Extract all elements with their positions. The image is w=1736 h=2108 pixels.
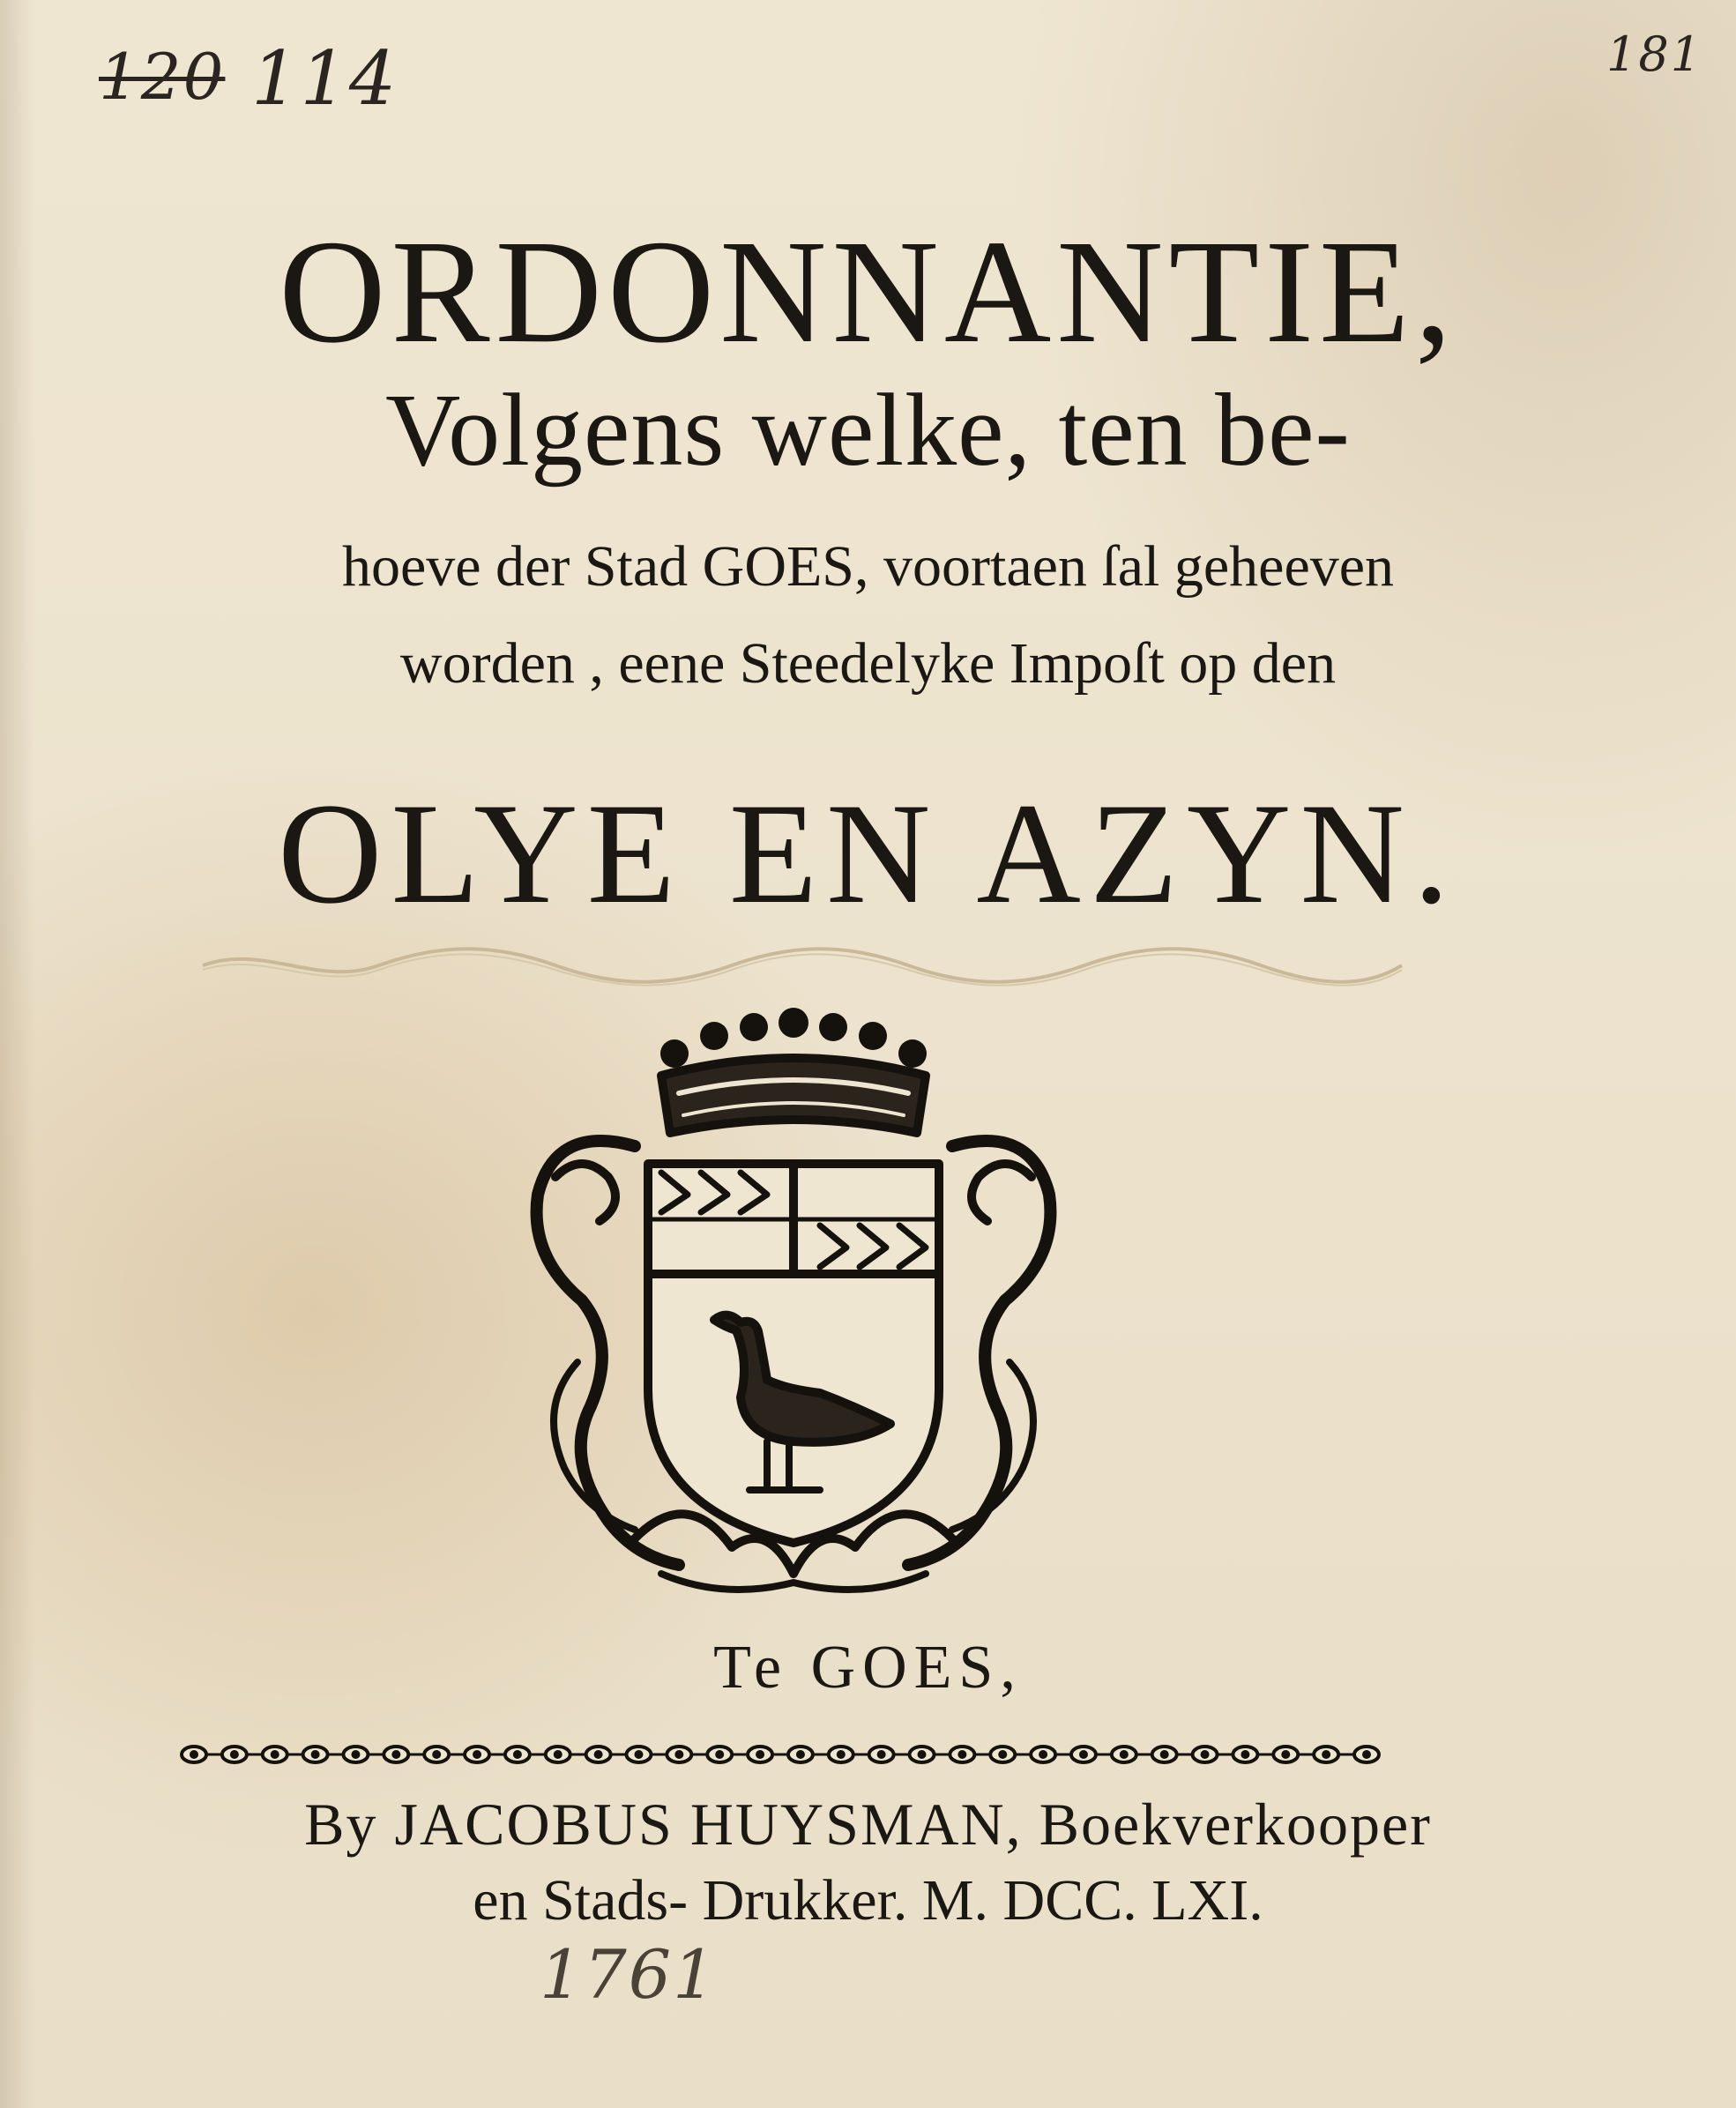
subtitle-line-3: worden , eene Steedelyke Impoſt op den [399, 631, 1337, 696]
place-of-printing: Te GOES, [713, 1634, 1023, 1702]
rule-bead-dot [1162, 1752, 1167, 1757]
handwritten-new-number: 114 [251, 35, 399, 122]
coat-of-arms-icon [503, 992, 1084, 1609]
rule-bead-dot [353, 1752, 358, 1757]
product-title: OLYE EN AZYN. [278, 774, 1458, 934]
rule-bead-dot [798, 1752, 803, 1757]
rule-bead-dot [959, 1752, 965, 1757]
rule-bead-dot [1081, 1752, 1086, 1757]
handwritten-corner-number: 181 [1606, 26, 1703, 82]
rule-bead-dot [272, 1752, 278, 1757]
rule-bead-dot [1000, 1752, 1005, 1757]
rule-bead-dot [1323, 1752, 1329, 1757]
rule-bead-dot [313, 1752, 318, 1757]
rule-bead-dot [1203, 1752, 1208, 1757]
rule-bead-dot [1040, 1752, 1046, 1757]
rule-bead-dot [1242, 1752, 1248, 1757]
document-title: ORDONNANTIE, [279, 210, 1457, 374]
rule-bead-dot [1121, 1752, 1127, 1757]
rule-bead-dot [717, 1752, 722, 1757]
handwritten-old-number: 120 [99, 40, 226, 114]
handwritten-year-note: 1761 [540, 1935, 718, 2014]
rule-bead-dot [879, 1752, 884, 1757]
rule-bead-dot [1283, 1752, 1288, 1757]
rule-bead-dot [434, 1752, 439, 1757]
ornament-swirl-icon [194, 943, 1411, 987]
rule-bead-dot [474, 1752, 480, 1757]
imprint-printer: By JACOBUS HUYSMAN, Boekverkooper [304, 1791, 1432, 1858]
ornament-rule-icon [176, 1735, 1384, 1774]
rule-bead-dot [838, 1752, 844, 1757]
rule-bead-dot [515, 1752, 520, 1757]
imprint-year: en Stads- Drukker. M. DCC. LXI. [473, 1868, 1263, 1933]
subtitle-line-2: hoeve der Stad GOES, voortaen ſal geheeven [341, 534, 1395, 599]
rule-bead-dot [555, 1752, 561, 1757]
rule-bead-dot [393, 1752, 399, 1757]
rule-bead-dot [920, 1752, 925, 1757]
subtitle-line-1: Volgens welke, ten be- [385, 372, 1351, 488]
rule-bead-dot [676, 1752, 682, 1757]
rule-bead-dot [1364, 1752, 1369, 1757]
rule-bead-dot [596, 1752, 601, 1757]
rule-bead-dot [757, 1752, 763, 1757]
rule-bead-dot [191, 1752, 197, 1757]
rule-bead-dot [232, 1752, 237, 1757]
rule-bead-dot [636, 1752, 641, 1757]
